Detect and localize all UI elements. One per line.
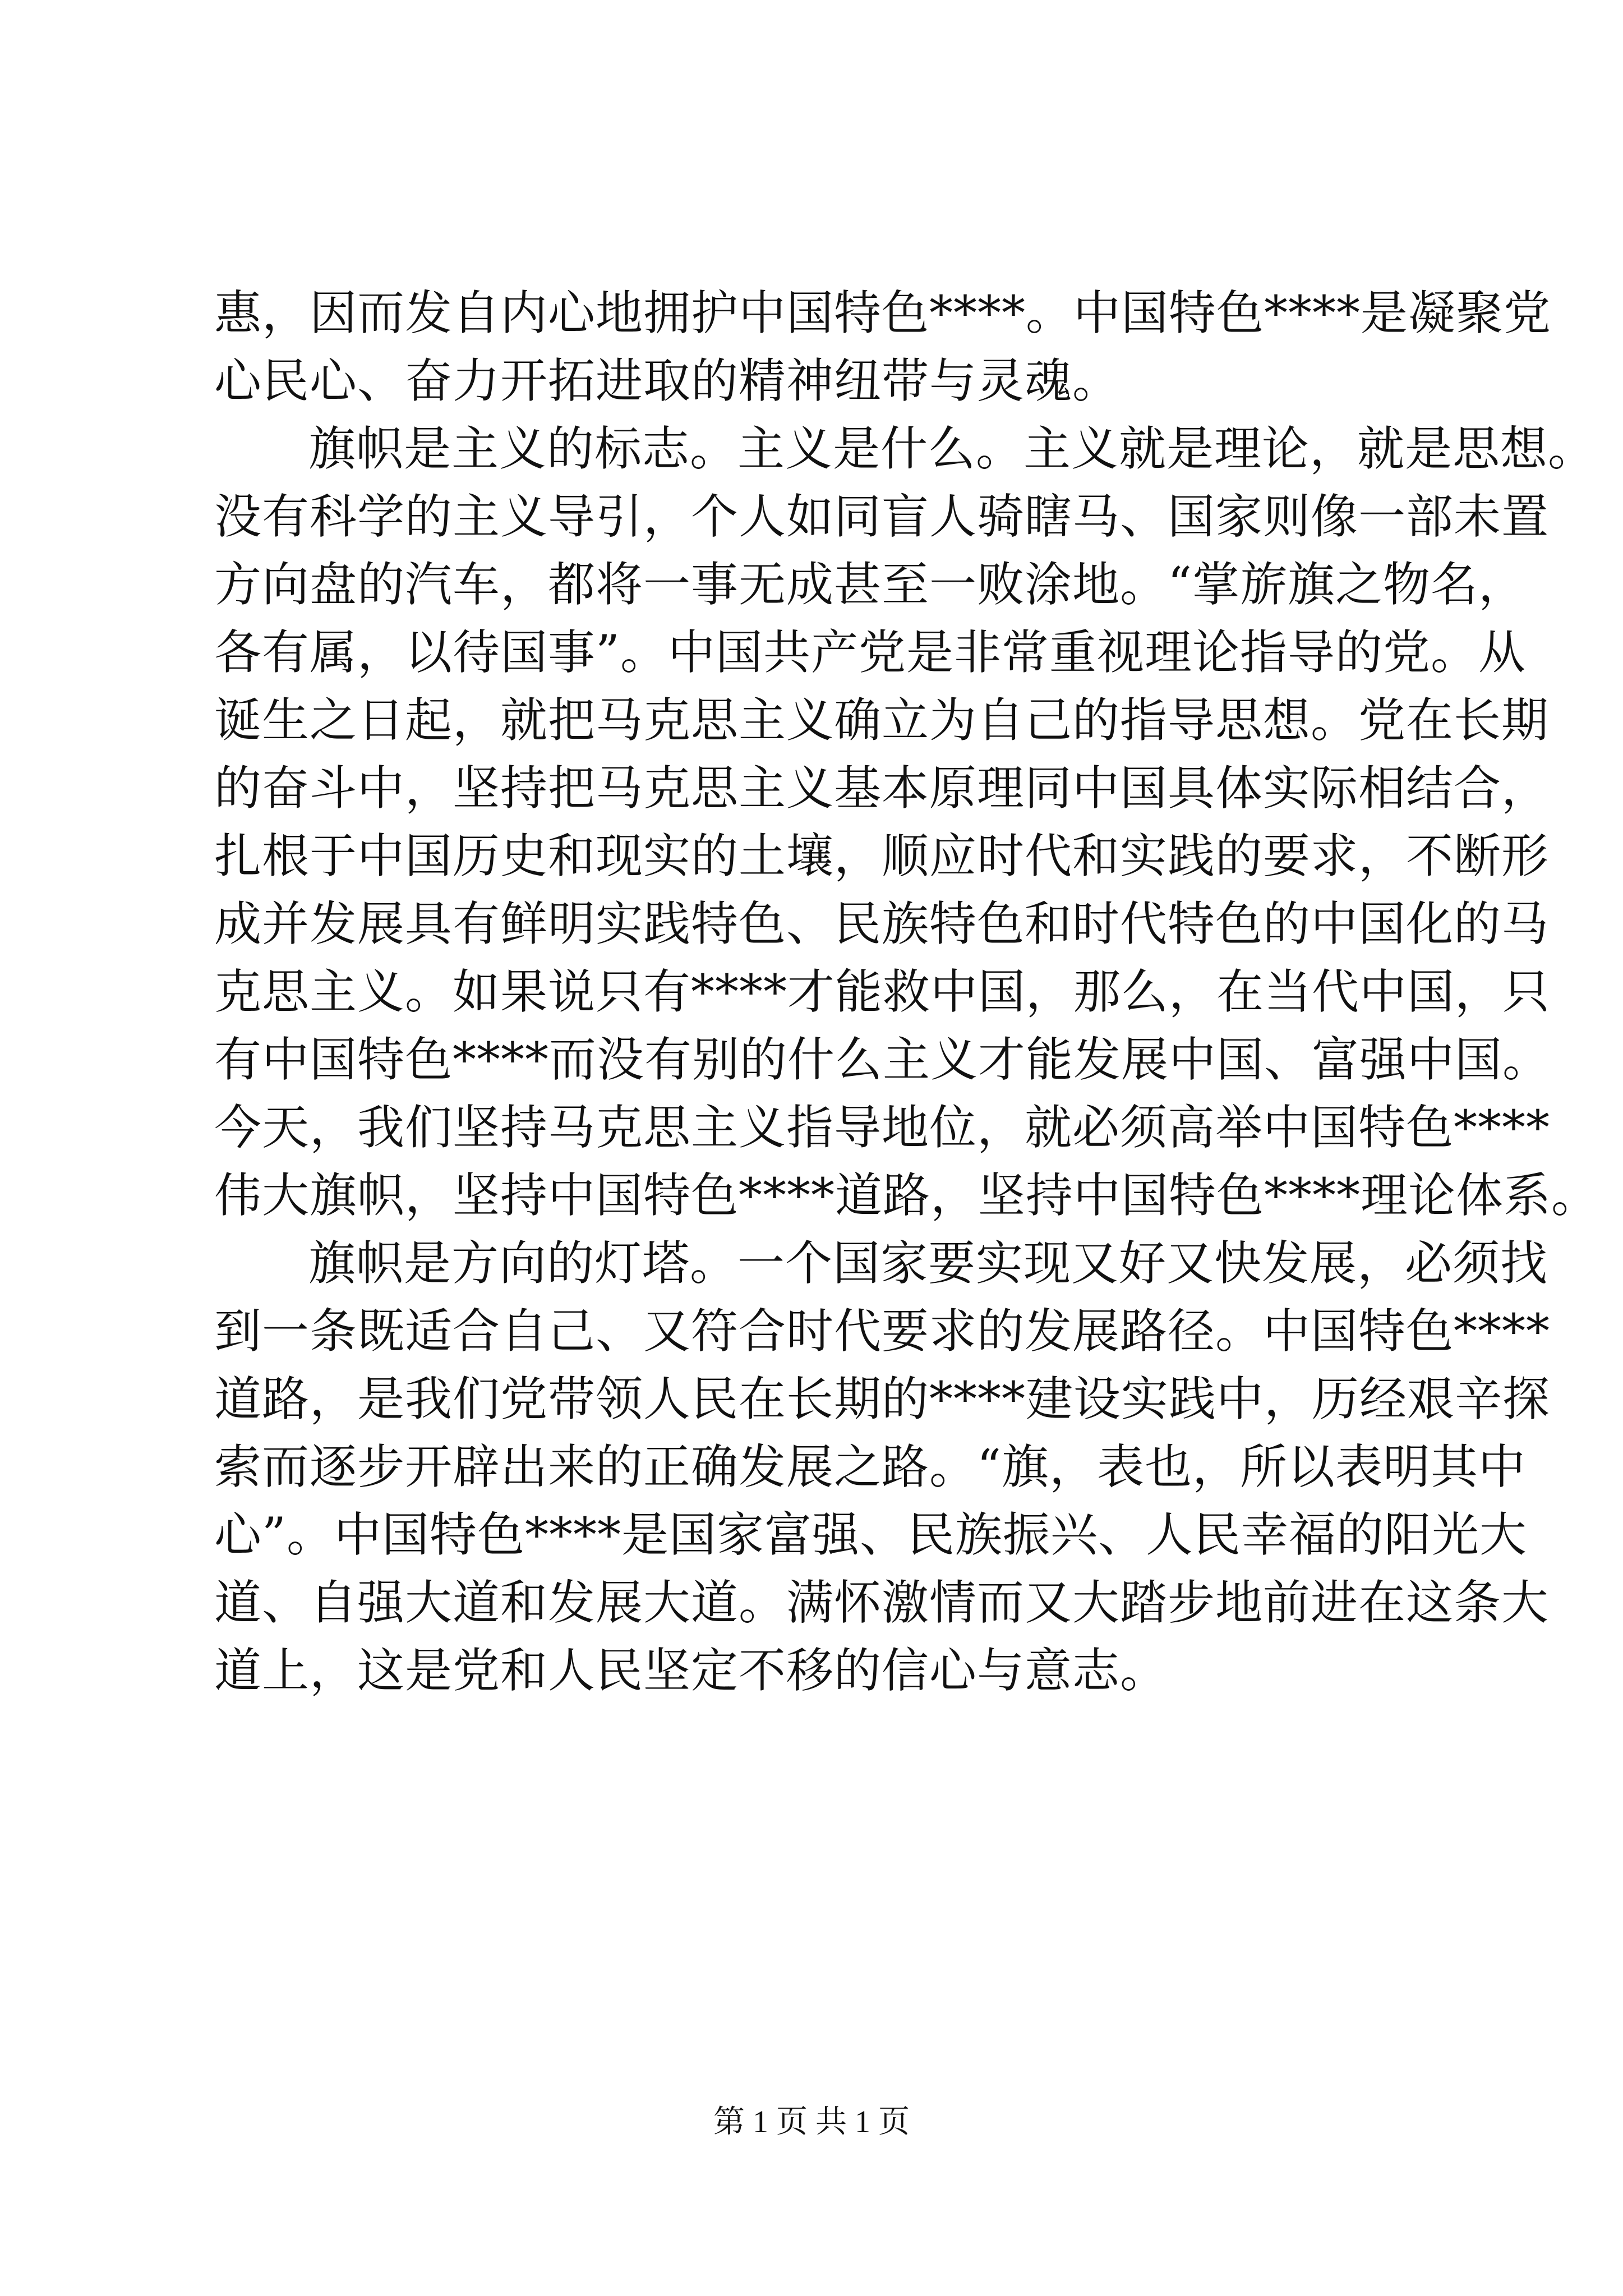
text-line: 的奋斗中，坚持把马克思主义基本原理同中国具体实际相结合， [214,761,1550,816]
text-line: 克思主义。如果说只有****才能救中国，那么，在当代中国，只 [214,964,1551,1019]
document-body [214,279,1599,1705]
page-number-footer: 第 1 页 共 1 页 [713,2105,910,2139]
text-line: 各有属，以待国事”。中国共产党是非常重视理论指导的党。从 [214,625,1526,680]
paragraph-first-line: 旗帜是方向的灯塔。一个国家要实现又好又快发展，必须找 [308,1236,1548,1291]
text-line: 伟大旗帜，坚持中国特色****道路，坚持中国特色****理论体系。 [214,1168,1599,1223]
text-line: 道上，这是党和人民坚定不移的信心与意志。 [214,1643,1168,1698]
text-line: 道路，是我们党带领人民在长期的****建设实践中，历经艰辛探 [214,1372,1551,1427]
text-line: 索而逐步开辟出来的正确发展之路。“旗，表也，所以表明其中 [214,1439,1526,1494]
paragraph-first-line: 旗帜是主义的标志。主义是什么。主义就是理论，就是思想。 [308,421,1596,476]
text-line: 道、自强大道和发展大道。满怀激情而又大踏步地前进在这条大 [214,1575,1550,1630]
text-line: 今天，我们坚持马克思主义指导地位，就必须高举中国特色**** [214,1100,1551,1155]
text-line: 到一条既适合自己、又符合时代要求的发展路径。中国特色**** [214,1304,1551,1359]
text-line: 心”。中国特色****是国家富强、民族振兴、人民幸福的阳光大 [214,1507,1527,1562]
text-line: 成并发展具有鲜明实践特色、民族特色和时代特色的中国化的马 [214,896,1550,951]
text-line: 惠，因而发自内心地拥护中国特色****。中国特色****是凝聚党 [214,286,1552,341]
text-line: 扎根于中国历史和现实的土壤，顺应时代和实践的要求，不断形 [214,829,1550,884]
text-line: 方向盘的汽车，都将一事无成甚至一败涂地。“掌旂旗之物名， [214,557,1526,612]
text-line: 心民心、奋力开拓进取的精神纽带与灵魂。 [214,353,1121,408]
text-line: 有中国特色****而没有别的什么主义才能发展中国、富强中国。 [214,1032,1551,1087]
text-line: 没有科学的主义导引，个人如同盲人骑瞎马、国家则像一部未置 [214,489,1550,544]
text-line: 诞生之日起，就把马克思主义确立为自己的指导思想。党在长期 [214,693,1550,748]
